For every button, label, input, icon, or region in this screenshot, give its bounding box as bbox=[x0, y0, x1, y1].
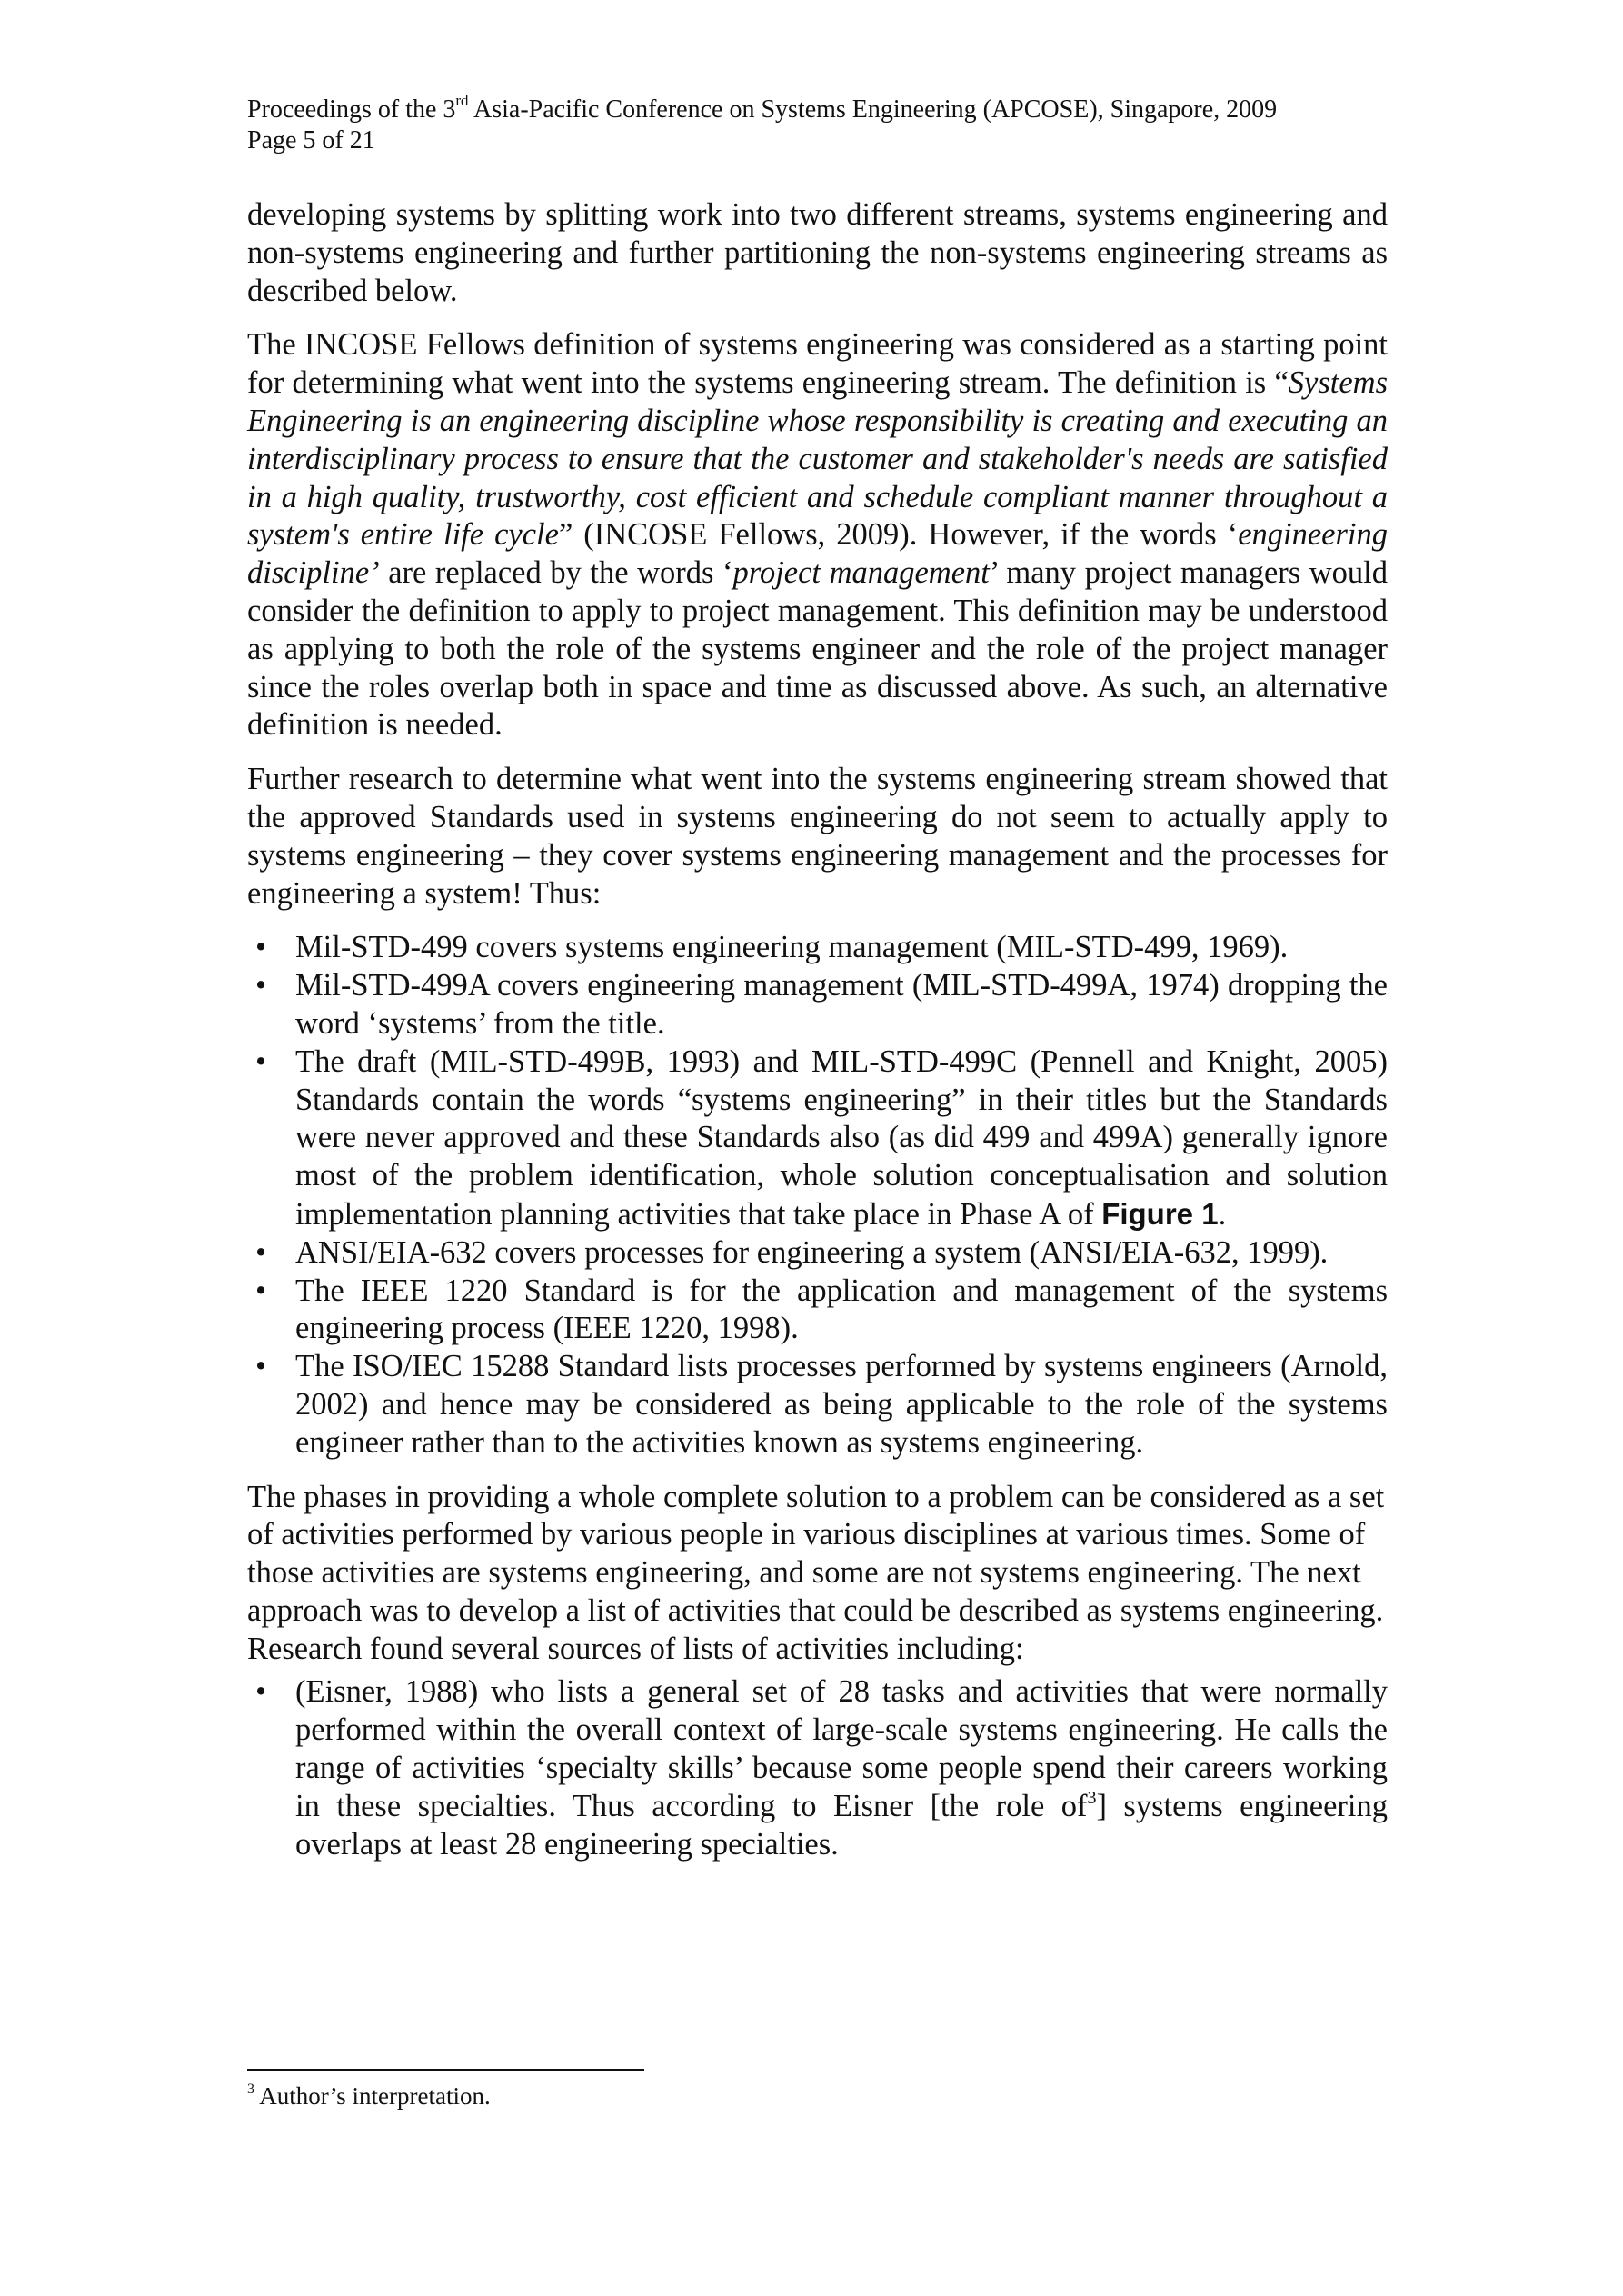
list-item: • The draft (MIL-STD-499B, 1993) and MIL-STD-499C (Pennell and Knight, 2005) Standards contain the words “systems engineering” in their titles but the Standards were never approved and these Standards also (as did 499 and 499A) generally ignore most of the problem identification, whole solution conceptualisation and solution implementation planning activities that take place in Phase A of Figure 1. bbox=[247, 1043, 1388, 1234]
bullet-icon: • bbox=[254, 1234, 267, 1270]
bullet-icon: • bbox=[254, 1349, 267, 1384]
paragraph-incose-definition: The INCOSE Fellows definition of systems engineering was considered as a starting point for determining what went into the systems engineering stream. The definition is “Systems Engineering is an engineering discipline whose responsibility is creating and executing an interdisciplinary process to ensure that the customer and stakeholder's needs are satisfied in a high quality, trustworthy, cost efficient and schedule compliant manner throughout a system's entire life cycle” (INCOSE Fellows, 2009). However, if the words ‘engineering discipline’ are replaced by the words ‘project management’ many project managers would consider the definition to apply to project management. This definition may be understood as applying to both the role of the systems engineer and the role of the project manager since the roles overlap both in space and time as discussed above. As such, an alternative definition is needed. bbox=[247, 327, 1389, 743]
ordinal-superscript: rd bbox=[455, 92, 469, 109]
bullet-icon: • bbox=[254, 968, 267, 1003]
sources-list bbox=[247, 1673, 1388, 1863]
paragraph-standards: Further research to determine what went into the systems engineering stream showed that the approved Standards used in systems engineering do not seem to actually apply to systems engineering – they cover systems engineering management and the processes for engineering a system! Thus: bbox=[247, 762, 1388, 911]
paragraph-continuation: developing systems by splitting work into two different streams, systems engineering and non-systems engineering and further partitioning the non-systems engineering streams as described below. bbox=[247, 197, 1388, 308]
list-item: • The IEEE 1220 Standard is for the application and management of the systems engineering process (IEEE 1220, 1998). bbox=[247, 1273, 1388, 1349]
list-item: • The ISO/IEC 15288 Standard lists processes performed by systems engineers (Arnold, 2002) and hence may be considered as being applicable to the role of the systems engineer rather than to the activities known as systems engineering. bbox=[247, 1348, 1388, 1462]
footnote-marker: 3 bbox=[1087, 1787, 1097, 1808]
list-item: • (Eisner, 1988) who lists a general set of 28 tasks and activities that were normally performed within the overall context of large-scale systems engineering. He calls the range of activities ‘specialty skills’ because some people spend their careers working in these specialties. Thus according to Eisner [the role of$^3$] systems engineering overlaps at least 28 engineering specialties. bbox=[247, 1673, 1388, 1863]
list-item: • ANSI/EIA-632 covers processes for engineering a system (ANSI/EIA-632, 1999). bbox=[247, 1234, 1388, 1273]
footnote: $^3$ Author’s interpretation. bbox=[247, 2081, 491, 2110]
list-item: • Mil-STD-499A covers engineering management (MIL-STD-499A, 1974) dropping the word ‘systems’ from the title. bbox=[247, 967, 1388, 1043]
definition-quote: Systems Engineering is an engineering discipline whose responsibility is creating and executing an interdisciplinary process to ensure that the customer and stakeholder's needs are satisfied in a high quality, trustworthy, cost efficient and schedule compliant manner throughout a system's entire life cycle bbox=[247, 365, 1388, 553]
bullet-icon: • bbox=[254, 1043, 267, 1079]
main-text bbox=[247, 196, 1388, 1880]
running-header bbox=[247, 92, 1392, 156]
footnote-number: 3 bbox=[247, 2081, 254, 2097]
bullet-icon: • bbox=[254, 1273, 267, 1308]
bullet-icon: • bbox=[254, 1674, 267, 1710]
standards-list bbox=[247, 929, 1388, 1462]
list-item: • Mil-STD-499 covers systems engineering management (MIL-STD-499, 1969). bbox=[247, 929, 1388, 967]
bullet-icon: • bbox=[254, 930, 267, 965]
page-number: Page 5 of 21 bbox=[247, 126, 375, 155]
paragraph-phases: The phases in providing a whole complete solution to a problem can be considered as a set of activities performed by various people in various disciplines at various times. Some of those activities are systems engineering, and some are not systems engineering. The next approach was to develop a list of activities that could be described as systems engineering. Research found several sources of lists of activities including: bbox=[247, 1479, 1385, 1666]
footnote-separator bbox=[247, 2069, 644, 2071]
conference-line: Proceedings of the 3rd Asia-Pacific Conference on Systems Engineering (APCOSE), Singapore, 2009 bbox=[247, 92, 1278, 124]
figure-reference: Figure 1 bbox=[1101, 1196, 1219, 1231]
